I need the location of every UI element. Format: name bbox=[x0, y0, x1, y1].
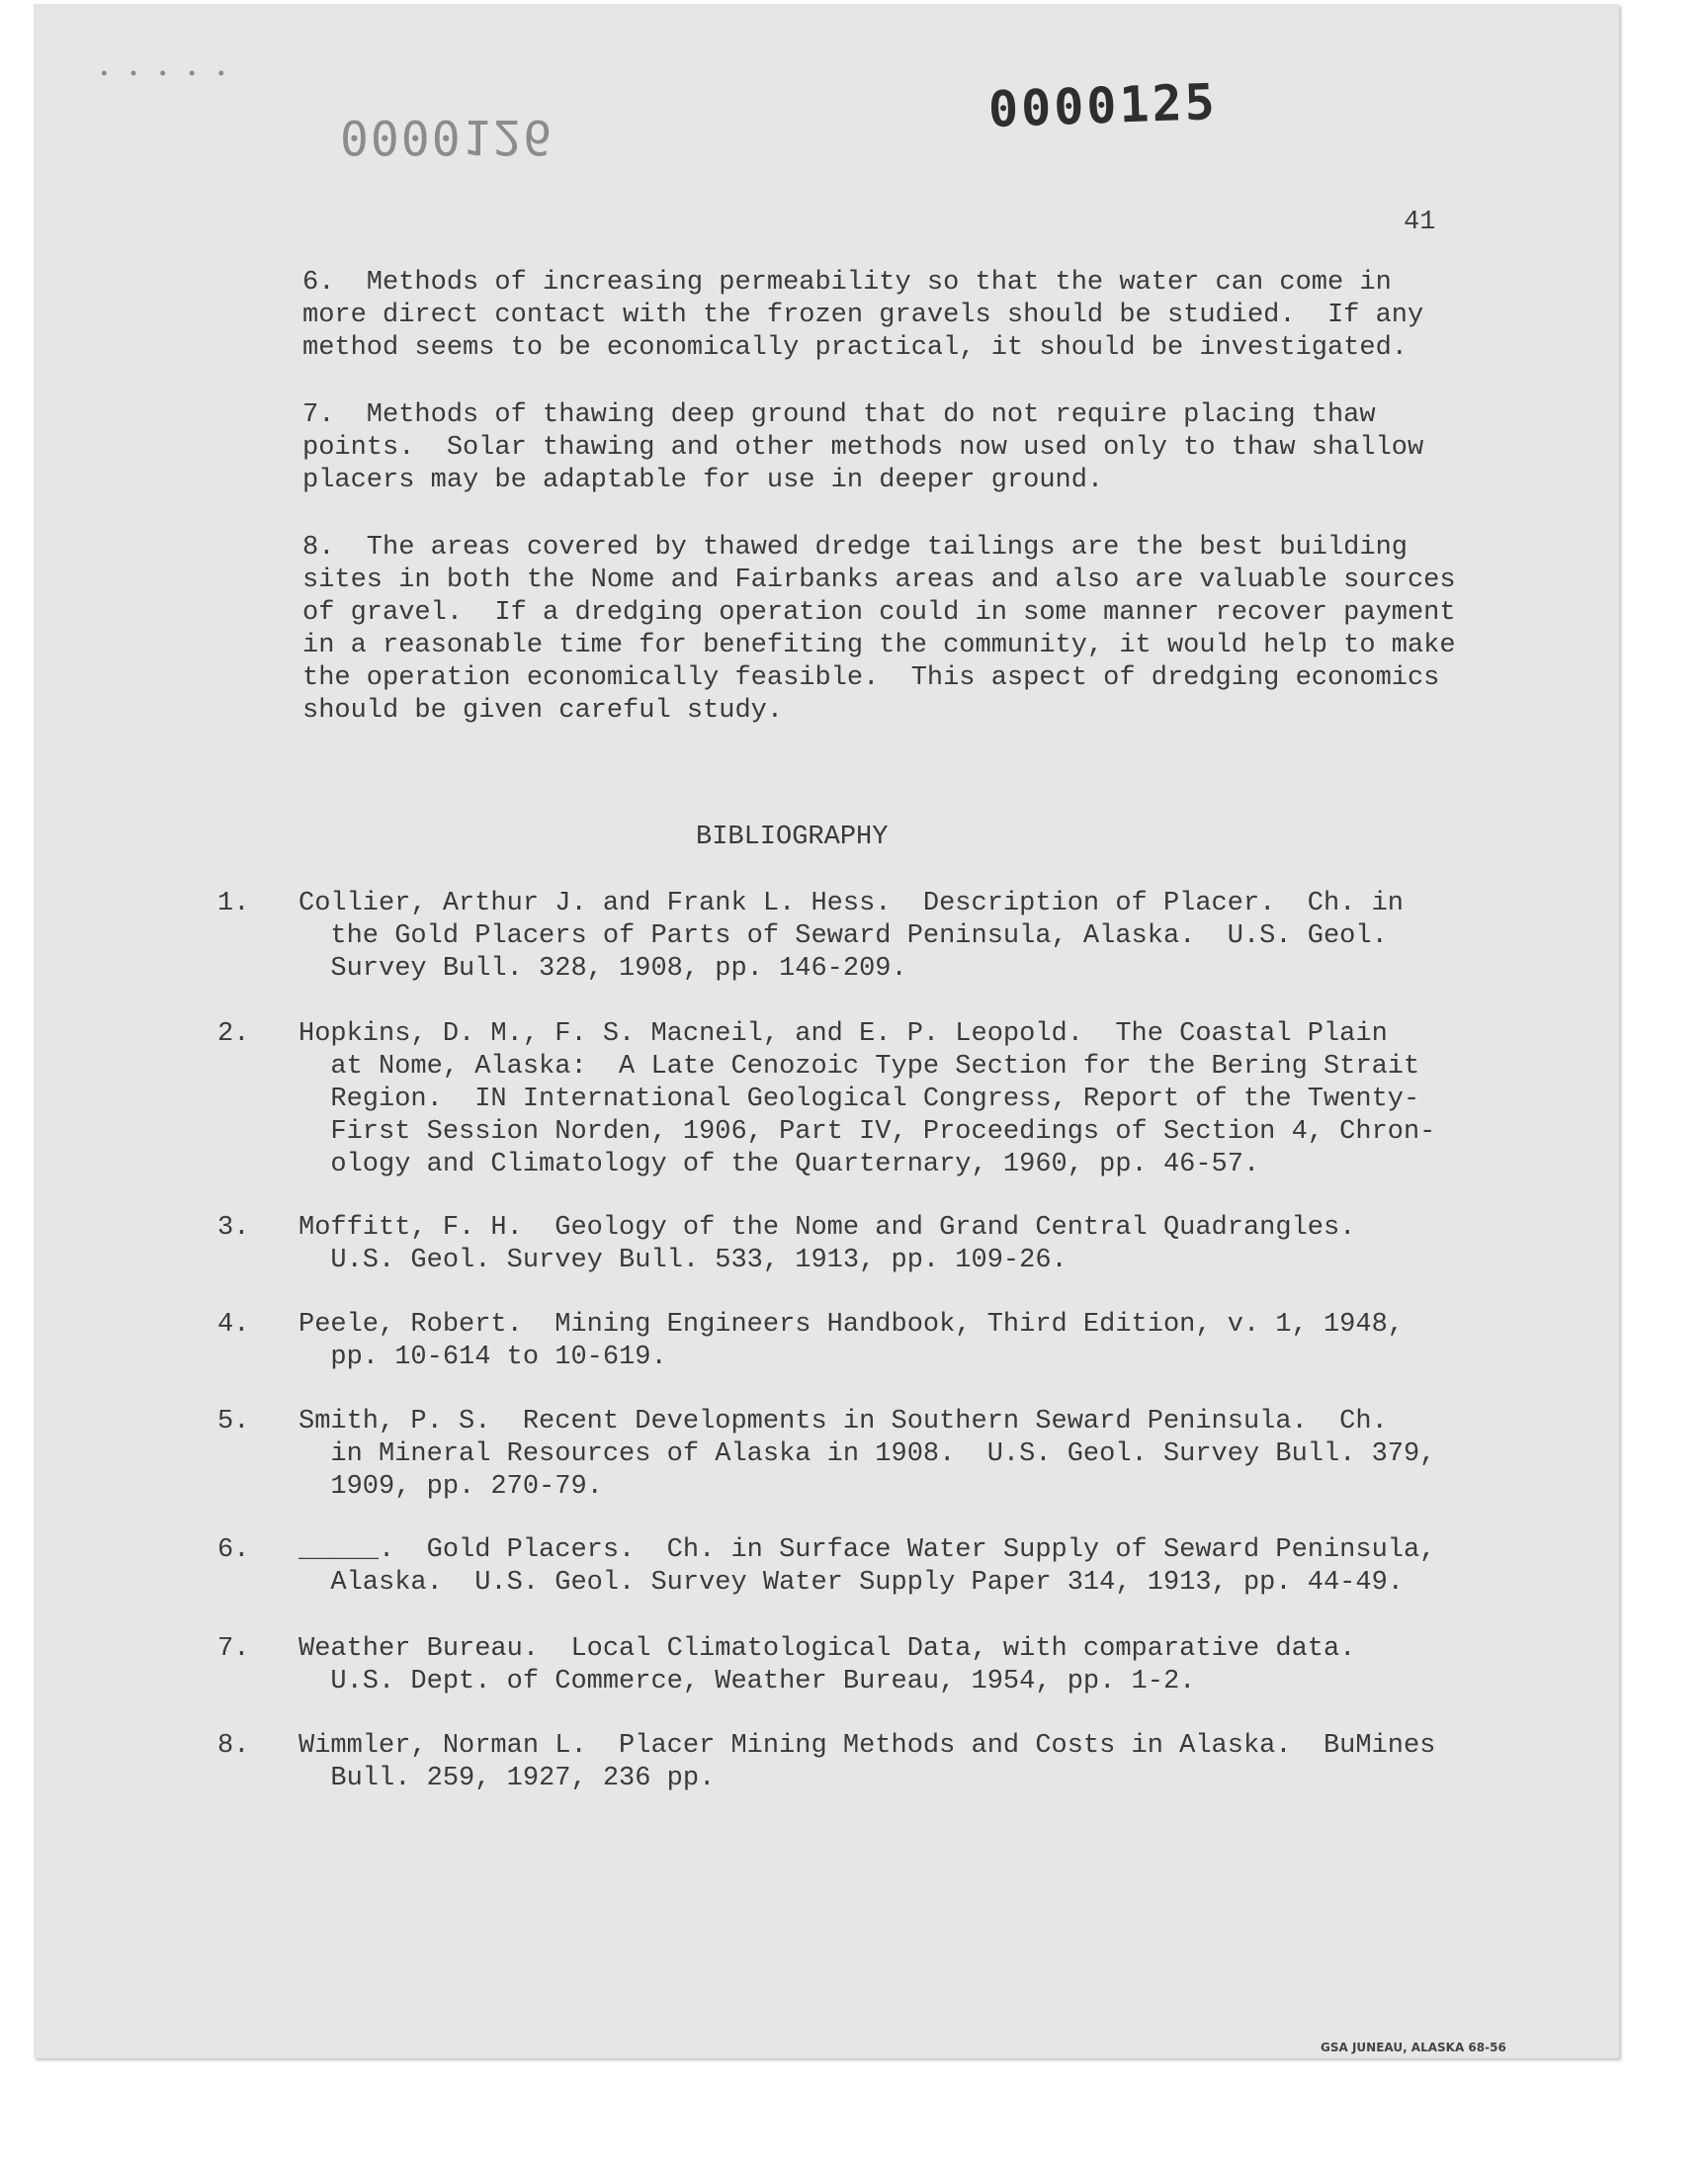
bibliography-entry-number: 6. bbox=[217, 1535, 250, 1565]
bibliography-heading: BIBLIOGRAPHY bbox=[696, 823, 889, 852]
page-number: 41 bbox=[1404, 208, 1436, 237]
bibliography-entry: Wimmler, Norman L. Placer Mining Methods and Costs in Alaska. BuMines Bull. 259, 1927, 236 pp. bbox=[299, 1731, 1436, 1793]
bibliography-entry: Collier, Arthur J. and Frank L. Hess. Description of Placer. Ch. in the Gold Placers of Parts of Seward Peninsula, Alaska. U.S. Geol. Survey Bull. 328, 1908, pp. 146-209. bbox=[299, 889, 1404, 984]
recommendation-paragraph-8: 8. The areas covered by thawed dredge tailings are the best building sites in both the Nome and Fairbanks areas and also are valuable sources of gravel. If a dredging operation could in some manner recover payment in a reasonable time for benefiting the community, it would help to make the operation economically feasible. This aspect of dredging economics should be given careful study. bbox=[302, 533, 1456, 726]
bibliography-entry-number: 7. bbox=[217, 1634, 250, 1664]
bibliography-entry-number: 4. bbox=[217, 1310, 250, 1340]
stamped-document-number: 0000125 bbox=[987, 72, 1219, 139]
bibliography-entry: Moffitt, F. H. Geology of the Nome and Grand Central Quadrangles. U.S. Geol. Survey Bull. 533, 1913, pp. 109-26. bbox=[299, 1213, 1356, 1275]
recommendation-paragraph-6: 6. Methods of increasing permeability so that the water can come in more direct contact with the frozen gravels should be studied. If any method seems to be economically practical, it should be investigated. bbox=[302, 268, 1424, 363]
bibliography-entry-number: 1. bbox=[217, 889, 250, 918]
bibliography-entry: Smith, P. S. Recent Developments in Southern Seward Peninsula. Ch. in Mineral Resources of Alaska in 1908. U.S. Geol. Survey Bull. 379, 1909, pp. 270-79. bbox=[299, 1407, 1436, 1502]
document-page bbox=[34, 4, 1619, 2058]
bibliography-entry-number: 2. bbox=[217, 1019, 250, 1049]
bibliography-entry: Weather Bureau. Local Climatological Data, with comparative data. U.S. Dept. of Commerce, Weather Bureau, 1954, pp. 1-2. bbox=[299, 1634, 1356, 1696]
recommendation-paragraph-7: 7. Methods of thawing deep ground that do not require placing thaw points. Solar thawing and other methods now used only to thaw shallow placers may be adaptable for use in deeper ground. bbox=[302, 400, 1424, 495]
bibliography-entry-number: 5. bbox=[217, 1407, 250, 1436]
margin-dots: • • • • • bbox=[99, 65, 231, 85]
bibliography-entry-number: 3. bbox=[217, 1213, 250, 1243]
bibliography-entry-number: 8. bbox=[217, 1731, 250, 1761]
bibliography-entry: Peele, Robert. Mining Engineers Handbook, Third Edition, v. 1, 1948, pp. 10-614 to 10-619. bbox=[299, 1310, 1404, 1372]
bleed-through-number: 0000126 bbox=[340, 109, 555, 164]
bibliography-entry: Hopkins, D. M., F. S. Macneil, and E. P. Leopold. The Coastal Plain at Nome, Alaska: A Late Cenozoic Type Section for the Bering Strait Region. IN International Geological Congress, Report of the Twenty- First Session Norden, 1906, Part IV, Proceedings of Section 4, Chron- ology and Climatology of the Quarternary, 1960, pp. 46-57. bbox=[299, 1019, 1436, 1179]
printer-imprint: GSA JUNEAU, ALASKA 68-56 bbox=[1321, 2041, 1506, 2054]
bibliography-entry: _____. Gold Placers. Ch. in Surface Water Supply of Seward Peninsula, Alaska. U.S. Geol. Survey Water Supply Paper 314, 1913, pp. 44-49. bbox=[299, 1535, 1436, 1598]
